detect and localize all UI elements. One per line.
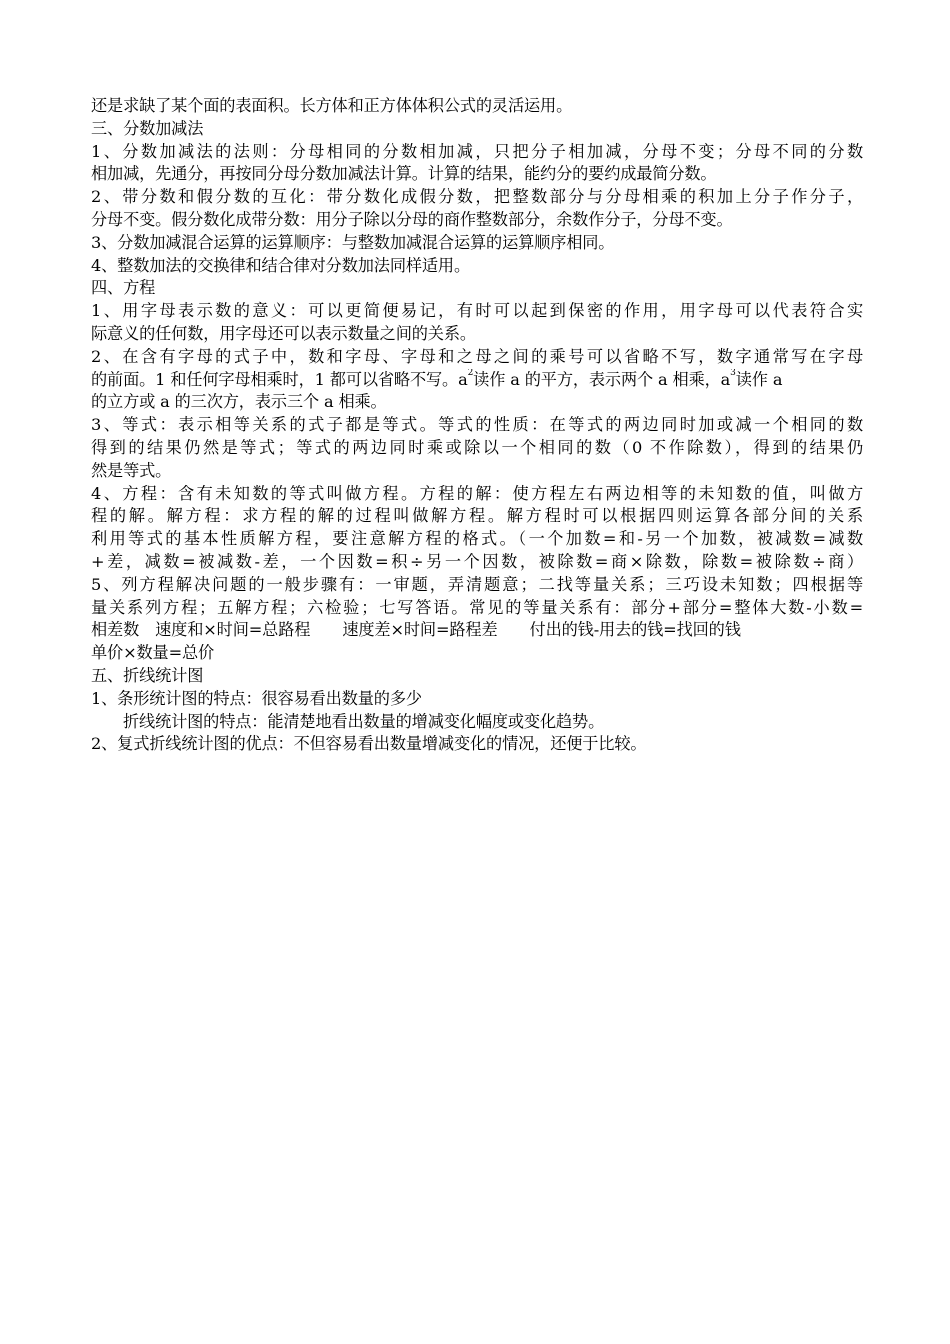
text-line: 的立方或 a 的三次方，表示三个 a 相乘。 <box>91 392 387 412</box>
text-line: 2、复式折线统计图的优点：不但容易看出数量增减变化的情况，还便于比较。 <box>91 734 647 754</box>
text-line-indented: 折线统计图的特点：能清楚地看出数量的增减变化幅度或变化趋势。 <box>123 711 605 731</box>
text-line: 4、方程：含有未知数的等式叫做方程。方程的解：使方程左右两边相等的未知数的值，叫做方 <box>91 483 863 503</box>
text-line: 分母不变。假分数化成带分数：用分子除以分母的商作整数部分，余数作分子，分母不变。 <box>91 209 733 229</box>
text-line: 1、分数加减法的法则：分母相同的分数相加减，只把分子相加减，分母不变；分母不同的分数 <box>91 141 863 161</box>
text-line: 1、用字母表示数的意义：可以更简便易记，有时可以起到保密的作用，用字母可以代表符合实 <box>91 301 863 321</box>
text-line: 利用等式的基本性质解方程，要注意解方程的格式。（一个加数=和-另一个加数，被减数=减数 <box>91 529 863 549</box>
text-line: 际意义的任何数，用字母还可以表示数量之间的关系。 <box>91 323 476 343</box>
text-segment: 读作 a <box>735 369 783 389</box>
text-line: 3、分数加减混合运算的运算顺序：与整数加减混合运算的运算顺序相同。 <box>91 232 615 252</box>
text-line: 5、列方程解决问题的一般步骤有：一审题，弄清题意；二找等量关系；三巧设未知数；四根据等 <box>91 574 863 594</box>
section-heading: 三、分数加减法 <box>91 118 204 138</box>
variable-a: a <box>720 369 731 389</box>
text-line: 单价×数量=总价 <box>91 643 215 663</box>
text-line: 2、在含有字母的式子中，数和字母、字母和之母之间的乘号可以省略不写，数字通常写在字母 <box>91 346 863 366</box>
text-line: 还是求缺了某个面的表面积。长方体和正方体体积公式的灵活运用。 <box>91 96 573 115</box>
exponent-square: 2 <box>467 368 474 378</box>
text-line: 4、整数加法的交换律和结合律对分数加法同样适用。 <box>91 255 471 275</box>
text-line: 然是等式。 <box>91 460 172 480</box>
text-line: +差，减数=被减数-差，一个因数=积÷另一个因数，被除数=商×除数，除数=被除数÷商） <box>91 551 863 571</box>
text-segment: 读作 a 的平方，表示两个 a 相乘， <box>473 369 721 389</box>
text-line: 2、带分数和假分数的互化：带分数化成假分数，把整数部分与分母相乘的积加上分子作分子， <box>91 187 863 207</box>
variable-a: a <box>458 369 468 389</box>
text-line: 1、条形统计图的特点：很容易看出数量的多少 <box>91 688 422 708</box>
text-line: 相差数 速度和×时间=总路程 速度差×时间=路程差 付出的钱-用去的钱=找回的钱 <box>91 620 741 640</box>
text-line: 程的解。解方程：求方程的解的过程叫做解方程。解方程时可以根据四则运算各部分间的关系 <box>91 506 863 526</box>
text-line: 3、等式：表示相等关系的式子都是等式。等式的性质：在等式的两边同时加或减一个相同的数 <box>91 415 863 435</box>
section-heading: 五、折线统计图 <box>91 665 204 685</box>
text-line: 相加减，先通分，再按同分母分数加减法计算。计算的结果，能约分的要约成最简分数。 <box>91 164 717 184</box>
exponent-cube: 3 <box>730 368 736 378</box>
document-body <box>91 95 863 756</box>
section-heading: 四、方程 <box>91 278 156 298</box>
text-line: 量关系列方程；五解方程；六检验；七写答语。常见的等量关系有：部分+部分=整体大数-小数= <box>91 597 863 617</box>
text-segment: 的前面。1 和任何字母相乘时，1 都可以省略不写。 <box>91 369 459 389</box>
text-line-with-exponents <box>91 369 863 392</box>
text-line: 得到的结果仍然是等式；等式的两边同时乘或除以一个相同的数（0 不作除数），得到的结果仍 <box>91 437 863 457</box>
